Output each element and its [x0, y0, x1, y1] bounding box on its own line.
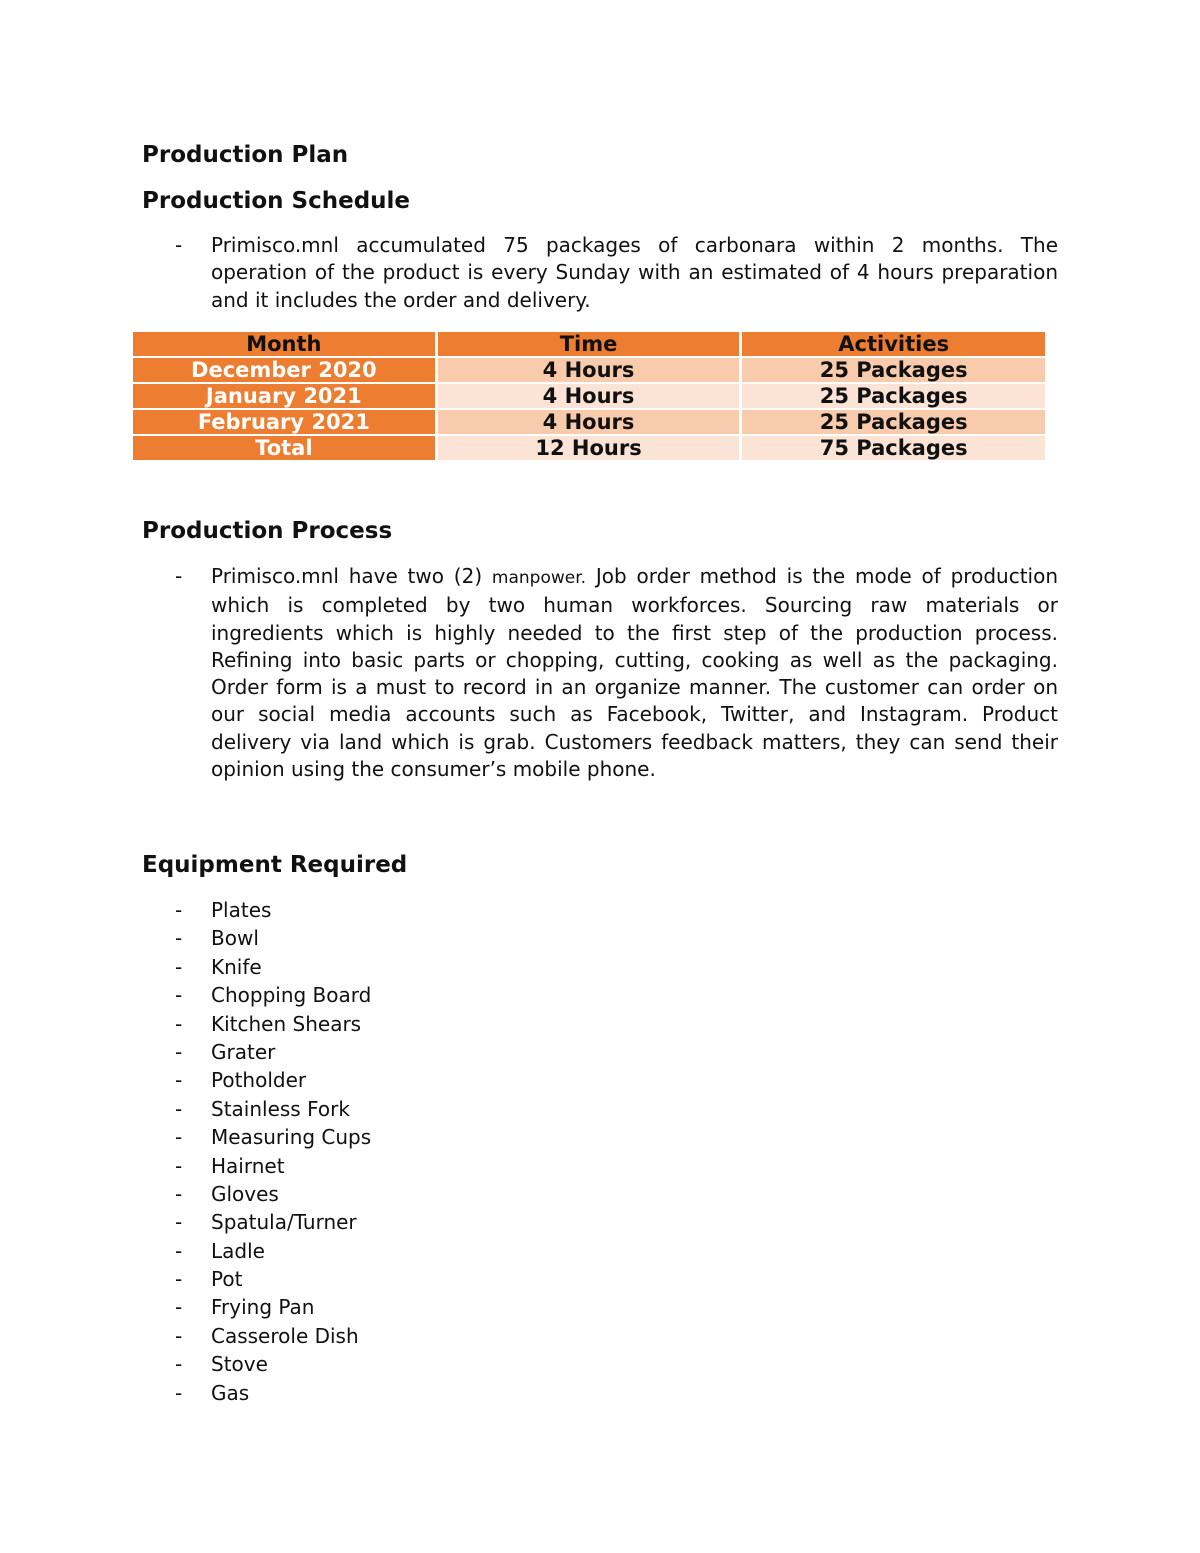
equipment-label: Knife	[211, 954, 262, 979]
row-month: December 2020	[133, 358, 435, 382]
bullet-dash: -	[175, 1295, 183, 1320]
bullet-dash: -	[175, 1352, 183, 1377]
equipment-label: Potholder	[211, 1068, 307, 1093]
equipment-label: Bowl	[211, 926, 259, 951]
bullet-dash: -	[175, 1323, 183, 1348]
row-month: Total	[133, 436, 435, 460]
production-process-heading: Production Process	[142, 518, 393, 544]
equipment-label: Ladle	[211, 1238, 265, 1263]
process-text-rest: Job order method is the mode of production which is completed by two human workforces. Sourcing raw materials or ingredients which is highly needed to the first step of the production process. Refining into basic parts or chopping, cutting, cooking as well as the packaging. Order form is a must to record in an organize manner. The customer can order on our social media accounts such as Facebook, Twitter, and Instagram. Product delivery via land which is grab. Customers feedback matters, they can send their opinion using the consumer’s mobile phone.	[211, 564, 1058, 782]
equipment-label: Stainless Fork	[211, 1096, 350, 1121]
equipment-label: Spatula/Turner	[211, 1210, 357, 1235]
bullet-dash: -	[175, 564, 183, 588]
equipment-label: Plates	[211, 898, 272, 922]
bullet-dash: -	[175, 1125, 183, 1150]
equipment-label: Grater	[211, 1039, 276, 1064]
schedule-bullet	[142, 232, 1058, 316]
process-text-manpower: manpower.	[491, 568, 587, 588]
row-month: February 2021	[133, 410, 435, 434]
bullet-dash: -	[175, 1153, 183, 1178]
production-schedule-table	[130, 330, 1048, 462]
equipment-label: Kitchen Shears	[211, 1011, 362, 1036]
schedule-paragraph: Primisco.mnl accumulated 75 packages of carbonara within 2 months. The operation of the product is every Sunday with an estimated of 4 hours preparation and it includes the order and delivery.	[211, 233, 1058, 312]
row-time: 12 Hours	[438, 436, 740, 460]
process-bullet	[142, 563, 1058, 809]
bullet-dash: -	[175, 926, 183, 951]
bullet-dash: -	[175, 898, 183, 922]
table-total-row	[133, 436, 1045, 460]
row-activities: 25 Packages	[742, 358, 1045, 382]
bullet-dash: -	[175, 1039, 183, 1064]
table-header-row	[133, 332, 1045, 356]
table-row	[133, 384, 1045, 408]
bullet-dash: -	[175, 1238, 183, 1263]
row-activities: 25 Packages	[742, 410, 1045, 434]
row-time: 4 Hours	[438, 358, 740, 382]
equipment-label: Casserole Dish	[211, 1323, 359, 1348]
equipment-label: Stove	[211, 1352, 268, 1377]
row-activities: 75 Packages	[742, 436, 1045, 460]
process-text-start: Primisco.mnl have two (2)	[211, 564, 483, 588]
header-time: Time	[438, 332, 740, 356]
bullet-dash: -	[175, 1181, 183, 1206]
bullet-dash: -	[175, 1267, 183, 1292]
bullet-dash: -	[175, 233, 183, 257]
production-schedule-heading: Production Schedule	[142, 188, 411, 214]
row-activities: 25 Packages	[742, 384, 1045, 408]
bullet-dash: -	[175, 954, 183, 979]
production-plan-heading: Production Plan	[142, 142, 349, 168]
header-month: Month	[133, 332, 435, 356]
bullet-dash: -	[175, 1210, 183, 1235]
table-row	[133, 358, 1045, 382]
row-month: January 2021	[133, 384, 435, 408]
table-row	[133, 410, 1045, 434]
equipment-label: Pot	[211, 1267, 243, 1292]
equipment-label: Hairnet	[211, 1153, 285, 1178]
bullet-dash: -	[175, 1096, 183, 1121]
bullet-dash: -	[175, 1380, 183, 1405]
equipment-label: Frying Pan	[211, 1295, 315, 1320]
equipment-label: Gas	[211, 1380, 250, 1405]
equipment-required-heading: Equipment Required	[142, 852, 408, 878]
equipment-label: Chopping Board	[211, 983, 372, 1008]
equipment-label: Measuring Cups	[211, 1125, 372, 1150]
bullet-dash: -	[175, 1011, 183, 1036]
bullet-dash: -	[175, 1068, 183, 1093]
row-time: 4 Hours	[438, 410, 740, 434]
row-time: 4 Hours	[438, 384, 740, 408]
process-paragraph	[211, 563, 1058, 783]
header-activities: Activities	[742, 332, 1045, 356]
equipment-label: Gloves	[211, 1181, 279, 1206]
bullet-dash: -	[175, 983, 183, 1008]
